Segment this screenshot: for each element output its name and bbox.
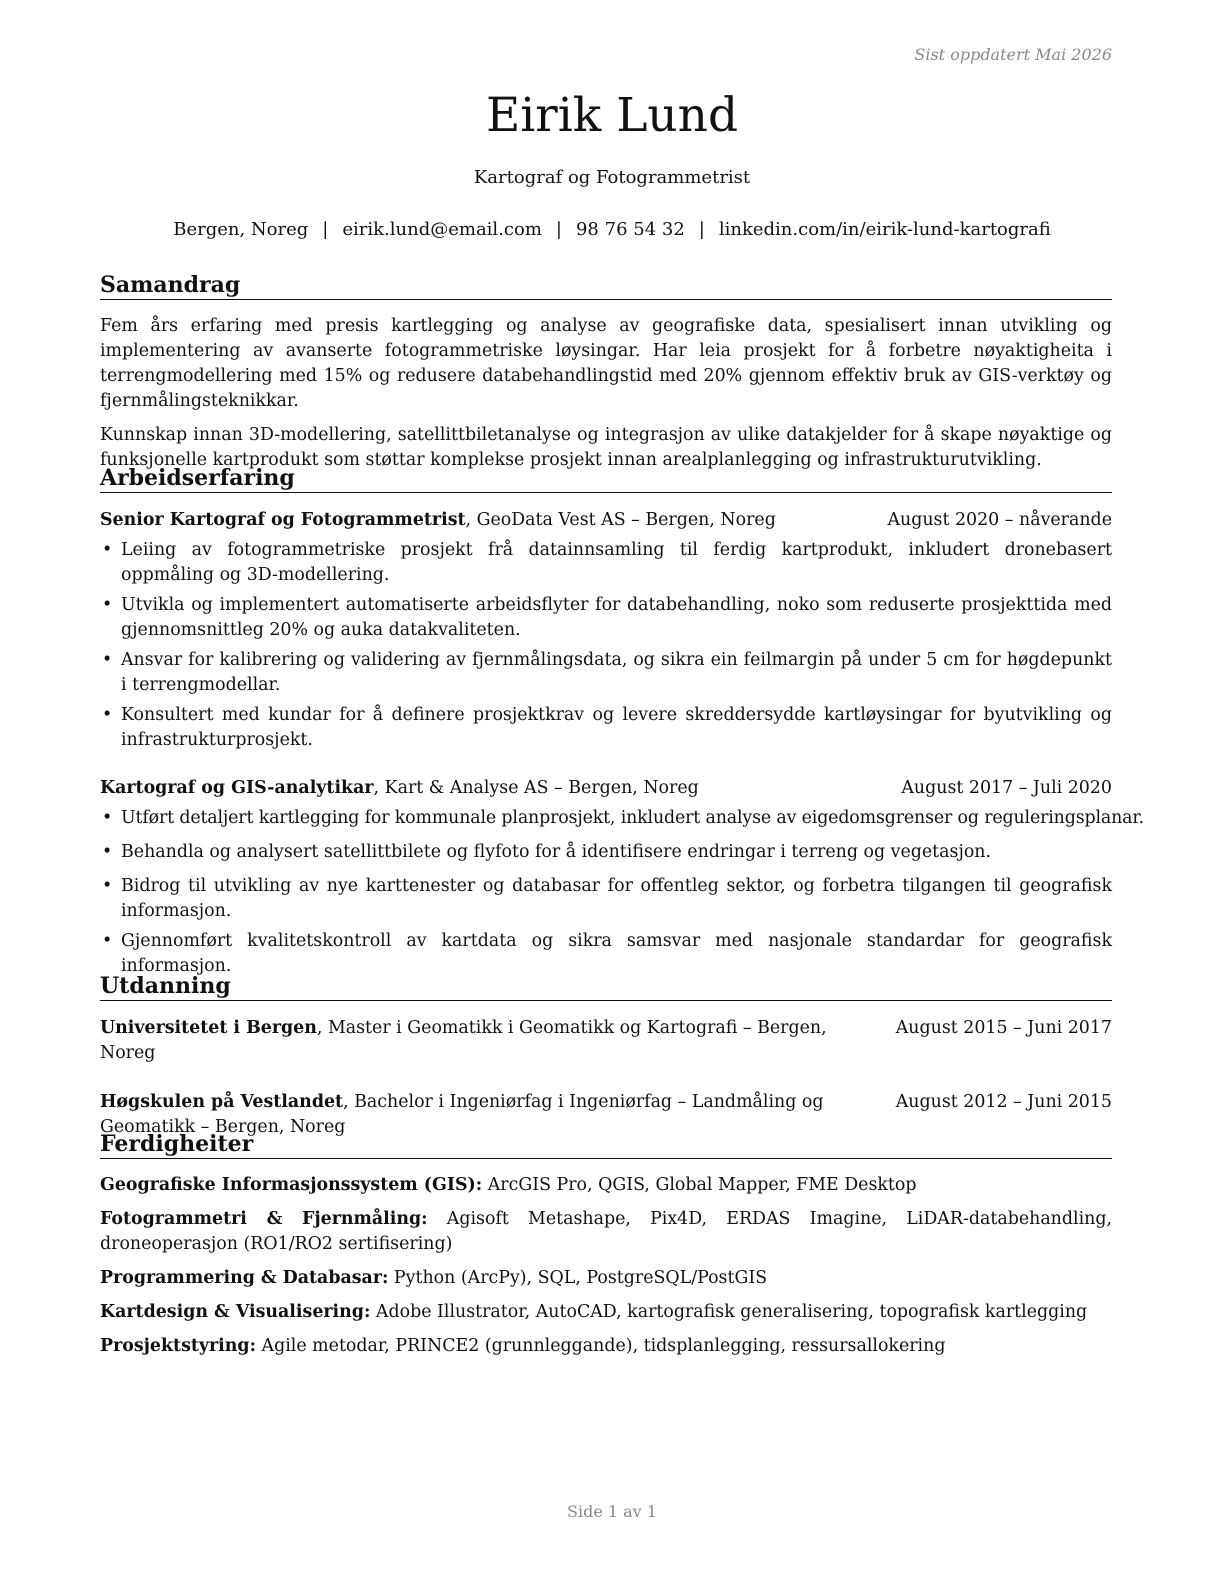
education-school: Universitetet i Bergen	[100, 1018, 317, 1038]
education-entry	[100, 1016, 1112, 1066]
education-detail: , Master i Geomatikk i Geomatikk og Kartografi – Bergen, Noreg	[100, 1018, 827, 1063]
job-company: , GeoData Vest AS – Bergen, Noreg	[465, 510, 776, 530]
job-title-line	[100, 776, 699, 801]
skill-item	[100, 1207, 1112, 1257]
job-bullet: • Leiing av fotogrammetriske prosjekt frå datainnsamling til ferdig kartprodukt, inkludert dronebasert oppmåling og 3D-modellering.	[100, 538, 1112, 588]
experience-heading: Arbeidserfaring	[100, 464, 1112, 493]
candidate-name: Eirik Lund	[485, 88, 739, 143]
contact-line	[0, 219, 1224, 240]
job-dates: August 2017 – Juli 2020	[901, 778, 1112, 798]
skill-label: Fotogrammetri & Fjernmåling:	[100, 1209, 428, 1229]
education-school: Høgskulen på Vestlandet	[100, 1092, 344, 1112]
experience-section	[100, 464, 1145, 979]
job-header	[100, 776, 1112, 801]
page-number: Side 1 av 1	[567, 1502, 657, 1521]
skill-label: Geografiske Informasjonssystem (GIS):	[100, 1175, 483, 1195]
education-dates: August 2012 – Juni 2015	[895, 1092, 1112, 1112]
job-role: Kartograf og GIS-analytikar	[100, 778, 374, 798]
job-bullets	[100, 806, 1145, 979]
summary-paragraph: Kunnskap innan 3D-modellering, satellittbiletanalyse og integrasjon av ulike datakjelder for å skape nøyaktige og funksjonelle kartprodukt som støttar komplekse prosjekt innan arealplanlegging og infrastrukturutvikling.	[100, 425, 1112, 470]
education-dates: August 2015 – Juni 2017	[895, 1018, 1112, 1038]
job-bullet: • Bidrog til utvikling av nye karttenester og databasar for offentleg sektor, og forbetra tilgangen til geografisk informasjon.	[100, 874, 1112, 924]
job-company: , Kart & Analyse AS – Bergen, Noreg	[373, 778, 699, 798]
contact-email[interactable]: eirik.lund@email.com	[342, 219, 542, 240]
skill-value: Python (ArcPy), SQL, PostgreSQL/PostGIS	[388, 1268, 768, 1288]
skill-value: Agile metodar, PRINCE2 (grunnleggande), tidsplanlegging, ressursallokering	[256, 1336, 946, 1356]
skill-value: ArcGIS Pro, QGIS, Global Mapper, FME Desktop	[482, 1175, 917, 1195]
education-section	[100, 972, 1112, 1140]
summary-heading: Samandrag	[100, 271, 1112, 300]
contact-separator: |	[555, 219, 562, 240]
contact-phone: 98 76 54 32	[575, 219, 685, 240]
job-entry	[100, 776, 1145, 979]
job-bullet: • Behandla og analysert satellittbilete og flyfoto for å identifisere endringar i terreng og vegetasjon.	[100, 840, 1112, 865]
job-bullet: • Gjennomført kvalitetskontroll av kartdata og sikra samsvar med nasjonale standardar for geografisk informasjon.	[100, 929, 1112, 979]
skill-item	[100, 1300, 1112, 1325]
education-heading: Utdanning	[100, 972, 1112, 1001]
skill-item	[100, 1266, 1112, 1291]
skills-section	[100, 1130, 1112, 1359]
contact-linkedin[interactable]: linkedin.com/in/eirik-lund-kartografi	[718, 219, 1051, 240]
skills-heading: Ferdigheiter	[100, 1130, 1112, 1159]
job-entry	[100, 508, 1112, 753]
skill-label: Kartdesign & Visualisering:	[100, 1302, 371, 1322]
job-title-line	[100, 508, 776, 533]
job-role: Senior Kartograf og Fotogrammetrist	[100, 510, 466, 530]
summary-section	[100, 271, 1112, 473]
last-updated-note: Sist oppdatert Mai 2026	[914, 45, 1112, 64]
skill-label: Prosjektstyring:	[100, 1336, 256, 1356]
contact-separator: |	[322, 219, 329, 240]
education-detail: , Bachelor i Ingeniørfag i Ingeniørfag – Landmåling og Geomatikk – Bergen, Noreg	[100, 1092, 824, 1137]
job-dates: August 2020 – nåverande	[887, 510, 1112, 530]
job-bullet: • Utført detaljert kartlegging for kommunale planprosjekt, inkludert analyse av eigedomsgrenser og reguleringsplanar.	[100, 806, 1112, 831]
job-bullet: • Utvikla og implementert automatiserte arbeidsflyter for databehandling, noko som reduserte prosjekttida med gjennomsnittleg 20% og auka datakvaliteten.	[100, 593, 1112, 643]
summary-paragraph: Fem års erfaring med presis kartlegging og analyse av geografiske data, spesialisert innan utvikling og implementering av avanserte fotogrammetriske løysingar. Har leia prosjekt for å forbetre nøyaktigheita i terrengmodellering med 15% og redusere databehandlingstid med 20% gjennom effektiv bruk av GIS-verktøy og fjernmålingsteknikkar.	[100, 316, 1112, 411]
job-bullet: • Konsultert med kundar for å definere prosjektkrav og levere skreddersydde kartløysingar for byutvikling og infrastrukturprosjekt.	[100, 703, 1112, 753]
job-bullet: • Ansvar for kalibrering og validering av fjernmålingsdata, og sikra ein feilmargin på under 5 cm for høgdepunkt i terrengmodellar.	[100, 648, 1112, 698]
education-info	[100, 1016, 880, 1066]
skill-item	[100, 1334, 1112, 1359]
skill-value: Agisoft Metashape, Pix4D, ERDAS Imagine, LiDAR-databehandling, droneoperasjon (RO1/RO2 sertifisering)	[100, 1209, 1113, 1254]
candidate-title: Kartograf og Fotogrammetrist	[473, 167, 751, 188]
skill-value: Adobe Illustrator, AutoCAD, kartografisk generalisering, topografisk kartlegging	[370, 1302, 1088, 1322]
job-bullets	[100, 538, 1112, 753]
skill-item	[100, 1173, 1112, 1198]
job-header	[100, 508, 1112, 533]
skill-label: Programmering & Databasar:	[100, 1268, 389, 1288]
contact-separator: |	[698, 219, 705, 240]
contact-location: Bergen, Noreg	[173, 219, 309, 240]
